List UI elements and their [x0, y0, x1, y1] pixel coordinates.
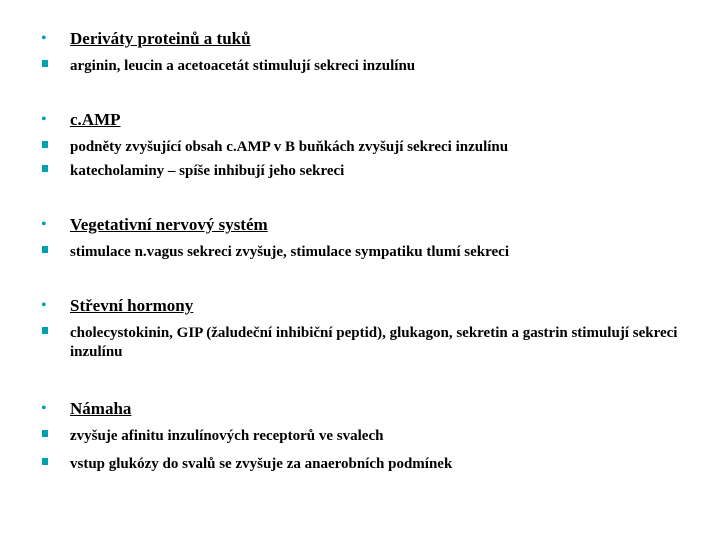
square-bullet-icon	[42, 430, 48, 437]
bullet-dot-icon: •	[41, 30, 47, 47]
list-item: zvyšuje afinitu inzulínových receptorů ve svalech	[70, 428, 384, 444]
section-heading: c.AMP	[70, 110, 121, 129]
bullet-dot-icon: •	[41, 216, 47, 233]
square-bullet-icon	[42, 141, 48, 148]
bullet-dot-icon: •	[41, 297, 47, 314]
list-item: arginin, leucin a acetoacetát stimulují sekreci inzulínu	[70, 58, 416, 74]
bullet-dot-icon: •	[41, 111, 47, 128]
section-heading: Vegetativní nervový systém	[70, 215, 268, 234]
section-heading: Námaha	[70, 399, 132, 418]
list-item: vstup glukózy do svalů se zvyšuje za anaerobních podmínek	[70, 456, 453, 472]
list-item: stimulace n.vagus sekreci zvyšuje, stimulace sympatiku tlumí sekreci	[70, 244, 510, 260]
square-bullet-icon	[42, 327, 48, 334]
list-item: podněty zvyšující obsah c.AMP v B buňkách zvyšují sekreci inzulínu	[70, 139, 509, 155]
square-bullet-icon	[42, 458, 48, 465]
list-item: cholecystokinin, GIP (žaludeční inhibiční peptid), glukagon, sekretin a gastrin stimulují sekreci inzulínu	[70, 325, 678, 360]
square-bullet-icon	[42, 165, 48, 172]
bullet-dot-icon: •	[41, 400, 47, 417]
square-bullet-icon	[42, 246, 48, 253]
list-item: katecholaminy – spíše inhibují jeho sekreci	[70, 163, 345, 179]
section-heading: Střevní hormony	[70, 296, 194, 315]
section-heading: Deriváty proteinů a tuků	[70, 29, 251, 48]
square-bullet-icon	[42, 60, 48, 67]
